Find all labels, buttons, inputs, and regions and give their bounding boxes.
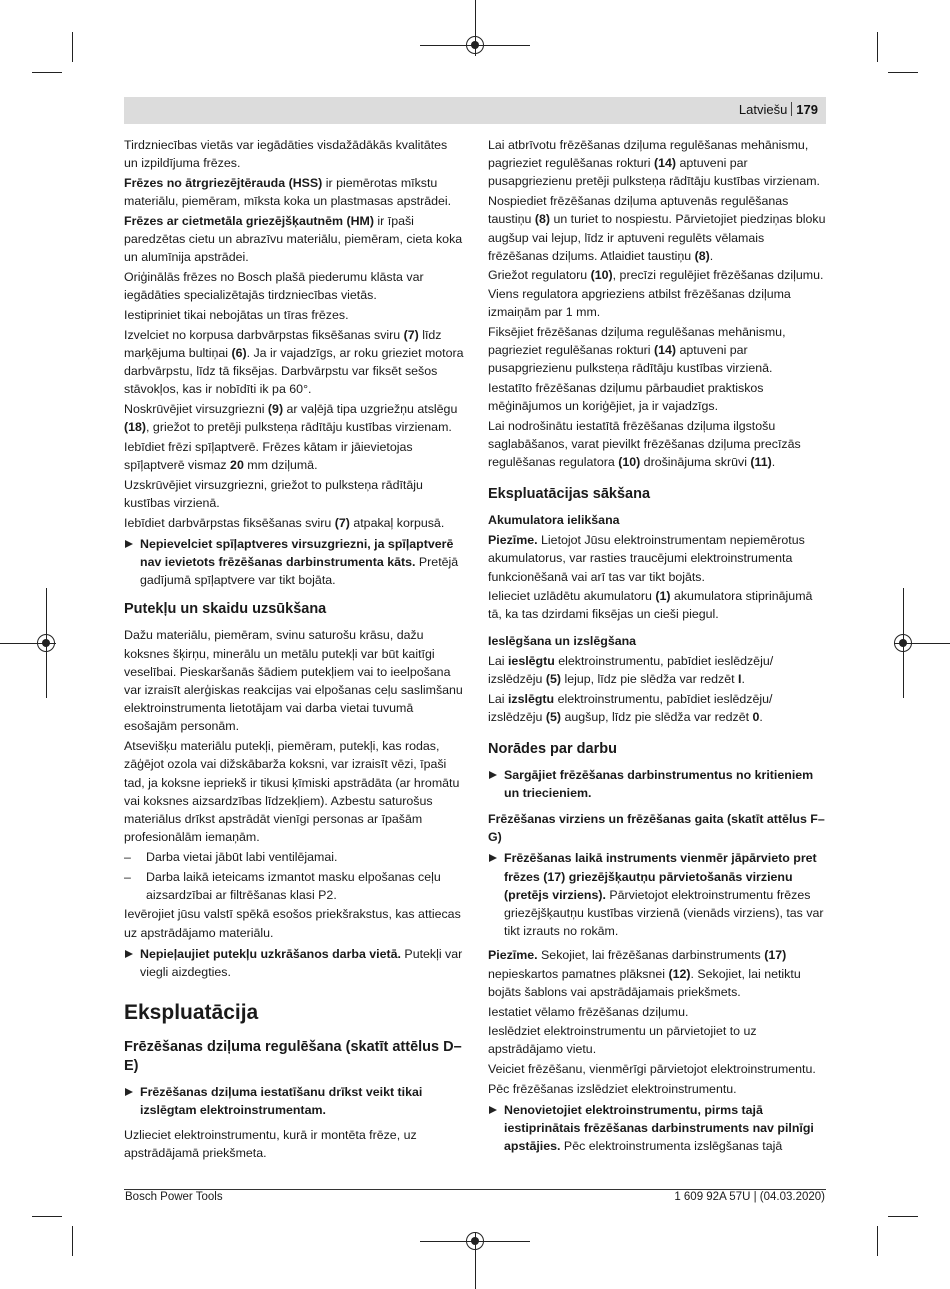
section-heading: Ekspluatācijas sākšana [488, 486, 651, 503]
text: Ieslēdziet elektroinstrumentu un pārvietojiet to uz apstrādājamo vietu. [488, 1024, 757, 1057]
page-number: 179 [796, 102, 818, 117]
text: . Ja ir vajadzīgs, ar roku grieziet motora darbvārpstu, līdz tā fiksējas. Darbvārpstu var fiksēt sešos stāvokļos, kas ir nobīdīti ik pa 60°. [124, 345, 464, 397]
paragraph [488, 946, 828, 1001]
page-header [124, 97, 826, 124]
text: Lai nodrošinātu iestatītā frēzēšanas dziļuma ilgstošu saglabāšanos, varat pievilkt frēzēšanas dziļuma precīzās regulēšanas regulatora [488, 418, 801, 469]
ref-number: (8) [694, 248, 710, 263]
section-heading: Norādes par darbu [488, 740, 617, 757]
bold-text: Sargājiet frēzēšanas darbinstrumentus no kritieniem un triecieniem. [504, 767, 814, 801]
paragraph [488, 652, 828, 688]
bold-text: Nenovietojiet elektroinstrumentu, pirms tajā iestiprinātais frēzēšanas darbinstruments nav pilnīgi apstājies. [504, 1103, 814, 1154]
paragraph [488, 1080, 828, 1098]
text: Uzskrūvējiet virsuzgriezni, griežot to pulksteņa rādītāju kustības virzienā. [124, 477, 423, 510]
chapter-heading: Ekspluatācija [124, 1001, 259, 1025]
subsection-heading: Frēzēšanas virziens un frēzēšanas gaita (skatīt attēlus F–G) [488, 812, 825, 845]
text: nepieskartos pamatnes plāksnei [488, 966, 669, 981]
text: Darba vietai jābūt labi ventilējamai. [146, 849, 338, 864]
warning-item [488, 766, 828, 802]
paragraph [124, 268, 464, 304]
text: ir piemērotas mīkstu materiālu, piemēram, mīksta koka un plastmasas apstrādei. [124, 175, 452, 209]
text: . Sekojiet, lai netiktu bojāts šablons vai apstrādājamais priekšmets. [488, 966, 801, 999]
text: Oriģinālās frēzes no Bosch plašā piederumu klāsta var iegādāties specializētajās tirdzniecības vietās. [124, 269, 424, 303]
bold-text: Piezīme. [488, 948, 538, 963]
ref-number: (5) [545, 671, 562, 686]
ref-number: (14) [654, 156, 677, 171]
footer-doc-code: 1 609 92A 57U | (04.03.2020) [674, 1191, 825, 1203]
text: Dažu materiālu, piemēram, svinu saturošu krāsu, dažu koksnes šķirņu, minerālu un metālu putekļi var būt kaitīgi veselībai. Pieskaršanās šādiem putekļiem vai to ieelpošana var izraisīt alerģiskas reakcijas vai elpošanas ceļu saslimšanu elektroinstrumenta lietotājam vai darba vietai tuvumā esošajām personām. [124, 628, 463, 734]
paragraph [488, 379, 828, 415]
text: , precīzi regulējiet frēzēšanas dziļumu. Viens regulatora apgrieziens atbilst frēzēšanas dziļuma izmaiņām par 1 mm. [488, 268, 824, 319]
paragraph [124, 438, 464, 474]
paragraph [488, 587, 828, 623]
text: ir īpaši paredzētas cietu un abrazīvu materiālu, piemēram, cieta koka un alumīnija apstrādei. [124, 213, 463, 265]
subsection-heading: Akumulatora ielikšana [488, 513, 620, 528]
paragraph [488, 417, 828, 472]
bold-text: Nepieļaujiet putekļu uzkrāšanos darba vietā. [140, 946, 401, 961]
bold-text: Frēzes no ātrgriezējtērauda (HSS) [124, 175, 323, 190]
text: Iestatiet vēlamo frēzēšanas dziļumu. [488, 1004, 689, 1019]
bold-text: ieslēgtu [507, 653, 555, 668]
paragraph [124, 400, 464, 436]
ref-number: (12) [668, 966, 691, 981]
paragraph [124, 1126, 464, 1162]
list-item [124, 868, 464, 904]
text: un turiet to nospiestu. Pārvietojiet piedziņas bloku augšup vai lejup, līdz ir aptuveni regulēts vēlamais frēzēšanas dziļums. Atlaidiet taustiņu [488, 212, 826, 263]
bullet-triangle-icon [489, 771, 497, 779]
text: Pēc elektroinstrumenta izslēgšanas tajā [560, 1139, 783, 1154]
header-text [739, 102, 818, 117]
text: augšup, līdz pie slēdža var redzēt [561, 709, 753, 724]
paragraph [124, 514, 464, 532]
paragraph [488, 192, 828, 265]
bold-text: izslēgtu [507, 691, 555, 706]
text: Iebīdiet frēzi spīļaptverē. Frēzes kātam ir jāievietojas spīļaptverē vismaz [124, 439, 413, 472]
bullet-triangle-icon [125, 1088, 133, 1096]
paragraph [488, 266, 828, 321]
text: Sekojiet, lai frēzēšanas darbinstruments [537, 948, 765, 963]
ref-number: (7) [334, 515, 350, 530]
text: aptuveni par pusapgriezienu pretēji pulksteņa rādītāju kustības virzienam. [488, 156, 820, 189]
text: , griežot to pretēji pulksteņa rādītāju kustības virzienam. [146, 420, 452, 435]
text: aptuveni par pusapgriezienu pulksteņa rādītāju kustības virzienā. [488, 342, 773, 375]
warning-item [124, 945, 464, 981]
text: Lai [488, 653, 508, 668]
ref-number: (11) [750, 454, 772, 469]
ref-number: (14) [654, 342, 677, 357]
header-language: Latviešu [738, 102, 788, 117]
ref-number: (10) [618, 454, 641, 469]
dash-bullet: – [124, 869, 131, 884]
text: Iebīdiet darbvārpstas fiksēšanas sviru [124, 515, 335, 530]
text: Pārvietojot elektroinstrumentu frēzes griezējšķautņu kustības virzienā (vienāds virziens), tas var tikt izrauts no rokām. [504, 887, 824, 939]
text: Pretējā gadījumā spīļaptvere var tikt bojāta. [140, 554, 459, 588]
text: lejup, līdz pie slēdža var redzēt [561, 671, 739, 686]
text: Lai atbrīvotu frēzēšanas dziļuma regulēšanas mehānismu, pagrieziet regulēšanas rokturi [488, 138, 809, 171]
ref-number: (8) [534, 212, 550, 227]
bold-text: Frēzēšanas dziļuma iestatīšanu drīkst veikt tikai izslēgtam elektroinstrumentam. [140, 1085, 423, 1118]
text: Izvelciet no korpusa darbvārpstas fiksēšanas sviru [124, 327, 404, 342]
bold-text: Frēzes ar cietmetāla griezējšķautnēm (HM) [124, 213, 374, 228]
text: atpakaļ korpusā. [349, 515, 445, 530]
ref-number: (7) [403, 327, 419, 342]
bullet-triangle-icon [489, 854, 497, 862]
text: akumulatora stiprinājumā tā, ka tas dzirdami fiksējas un cieši piegul. [488, 589, 813, 622]
text: Darba laikā ieteicams izmantot masku elpošanas ceļu aizsardzībai ar filtrēšanas klasi P2. [146, 869, 441, 902]
ref-number: (9) [267, 401, 284, 416]
paragraph [124, 212, 464, 267]
ref-number: (6) [231, 345, 247, 360]
warning-item [488, 1101, 828, 1156]
text: Atsevišķu materiālu putekļi, piemēram, putekļi, kas rodas, zāģējot ozola vai dižskābarža koksni, var izraisīt vēzi, īpaši tad, ja koksne iepriekš ir tikusi ķīmiski apstrādāta (ar hromātu vai koksnes aizsardzības līdzekļiem). Azbestu saturošus materiālus drīkst apstrādāt vienīgi personas ar īpašām profesionālām iemaņām. [124, 739, 460, 845]
ref-number: (5) [545, 709, 562, 724]
bullet-triangle-icon [489, 1106, 497, 1114]
paragraph [488, 136, 828, 191]
paragraph [124, 626, 464, 735]
text: mm dziļumā. [243, 457, 318, 472]
dash-bullet: – [124, 849, 131, 864]
warning-item [124, 535, 464, 590]
right-column [488, 136, 828, 1162]
paragraph [124, 905, 464, 941]
paragraph [488, 531, 828, 586]
bold-text: I [738, 671, 742, 686]
text: . [771, 454, 776, 469]
text: Tirdzniecības vietās var iegādāties visdažādākās kvalitātes un izpildījuma frēzes. [124, 138, 448, 171]
text: Iestipriniet tikai nebojātas un tīras frēzes. [124, 307, 349, 322]
text: Nospiediet frēzēšanas dziļuma aptuvenās regulēšanas taustiņu [488, 194, 789, 227]
text: Putekļi var viegli aizdegties. [140, 946, 463, 980]
text: Veiciet frēzēšanu, vienmērīgi pārvietojot elektroinstrumentu. [488, 1062, 816, 1077]
footer-divider [124, 1189, 826, 1190]
text: Noskrūvējiet virsuzgriezni [124, 401, 268, 416]
warning-item [124, 1083, 464, 1119]
text: ar vaļējā tipa uzgriežņu atslēgu [283, 401, 458, 416]
text: Griežot regulatoru [488, 268, 591, 283]
text: Fiksējiet frēzēšanas dziļuma regulēšanas mehānismu, pagrieziet regulēšanas rokturi [488, 324, 786, 357]
text: . [741, 671, 745, 686]
header-separator [791, 102, 792, 116]
ref-number: (18) [124, 420, 147, 435]
section-heading: Frēzēšanas dziļuma regulēšana (skatīt attēlus D–E) [124, 1039, 462, 1075]
paragraph [124, 476, 464, 512]
ref-number: (10) [590, 268, 613, 283]
ref-number: (17) [764, 948, 787, 963]
text: Pēc frēzēšanas izslēdziet elektroinstrumentu. [488, 1081, 737, 1096]
text: Lai [488, 691, 508, 706]
paragraph [124, 136, 464, 172]
text: Lietojot Jūsu elektroinstrumentam nepiemērotus akumulatorus, var rasties traucējumi elektroinstrumenta funkcionēšanā vai arī tas var tikt bojāts. [488, 533, 805, 584]
section-heading: Putekļu un skaidu uzsūkšana [124, 601, 327, 618]
list-item [124, 848, 464, 866]
warning-item [488, 849, 828, 940]
paragraph [124, 174, 464, 210]
bold-text: 0 [752, 709, 760, 724]
text: elektroinstrumentu, pabīdiet ieslēdzēju/ izslēdzēju [488, 691, 773, 724]
bullet-triangle-icon [125, 950, 133, 958]
text: Iestatīto frēzēšanas dziļumu pārbaudiet praktiskos mēģinājumos un koriģējiet, ja ir vajadzīgs. [488, 380, 764, 413]
paragraph [124, 326, 464, 399]
text: Ielieciet uzlādētu akumulatoru [488, 589, 656, 604]
text: līdz marķējuma bultiņai [124, 327, 442, 360]
text: drošinājuma skrūvi [640, 454, 751, 469]
text: . [709, 248, 714, 263]
paragraph [488, 1060, 828, 1078]
bold-text: Nepievelciet spīļaptveres virsuzgriezni, ja spīļaptverē nav ievietots frēzēšanas darbinstrumenta kāts. [140, 536, 454, 569]
text: Uzlieciet elektroinstrumentu, kurā ir montēta frēze, uz apstrādājamā priekšmeta. [124, 1127, 417, 1160]
text: elektroinstrumentu, pabīdiet ieslēdzēju/ izslēdzēju [488, 653, 774, 686]
bold-text: 20 [230, 457, 244, 472]
paragraph [124, 306, 464, 324]
bullet-triangle-icon [125, 540, 133, 548]
subsection-heading: Ieslēgšana un izslēgšana [488, 633, 637, 648]
bold-text: Frēzēšanas laikā instruments vienmēr jāpārvieto pret frēzes (17) griezējšķautņu pārvietošanās virzienu (pretējs virziens). [504, 851, 817, 902]
text: Ievērojiet jūsu valstī spēkā esošos priekšrakstus, kas attiecas uz apstrādājamo materiālu. [124, 907, 461, 940]
paragraph [488, 690, 828, 726]
left-column [124, 136, 464, 1164]
bold-text: Piezīme. [488, 533, 538, 548]
paragraph [488, 323, 828, 378]
paragraph [124, 737, 464, 846]
text: . [759, 709, 763, 724]
footer-brand: Bosch Power Tools [125, 1191, 223, 1203]
paragraph [488, 1003, 828, 1021]
ref-number: (1) [655, 589, 671, 604]
paragraph [488, 1022, 828, 1058]
